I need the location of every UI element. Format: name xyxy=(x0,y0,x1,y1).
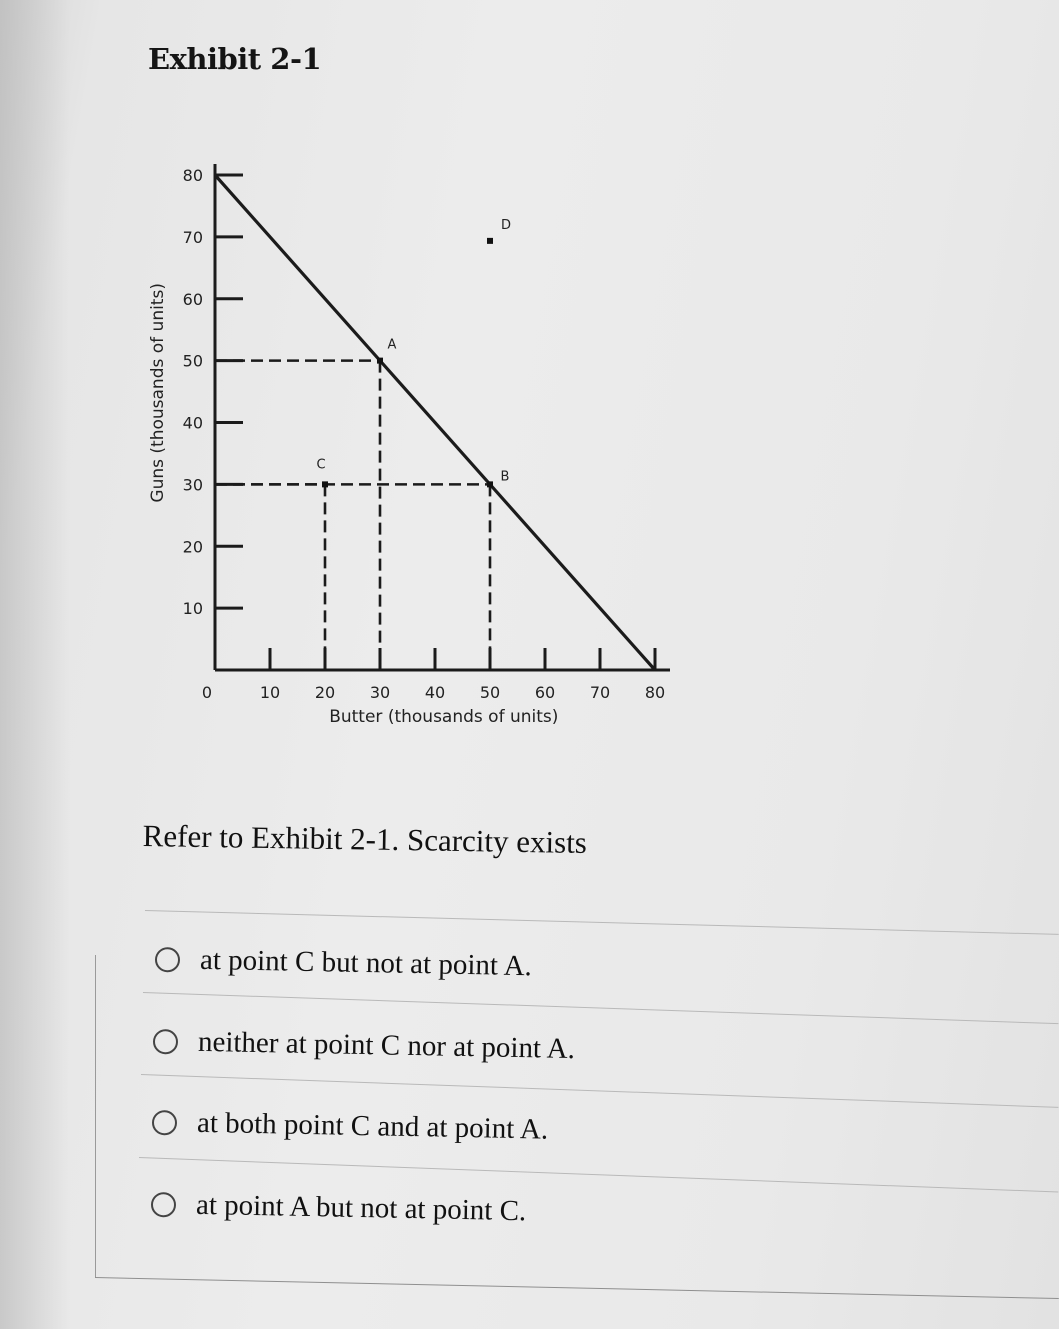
y-tick-label: 20 xyxy=(182,537,203,557)
y-tick-label: 30 xyxy=(182,475,203,495)
point-label-b: B xyxy=(500,469,510,485)
x-tick-label: 40 xyxy=(424,683,446,702)
answer-option-4[interactable] xyxy=(151,1188,527,1228)
screen-edge-shadow xyxy=(0,0,70,1329)
option-label: at point A but not at point C. xyxy=(195,1188,527,1228)
separator xyxy=(141,1074,1058,1108)
point-c xyxy=(322,481,328,487)
separator xyxy=(143,992,1059,1024)
y-tick-label: 40 xyxy=(182,413,203,433)
point-label-d: D xyxy=(500,217,512,233)
radio-button[interactable] xyxy=(155,947,180,972)
y-tick-label: 50 xyxy=(182,351,203,371)
x-axis-label: Butter (thousands of units) xyxy=(329,707,559,727)
content-frame-left xyxy=(95,955,96,1277)
separator xyxy=(145,910,1059,935)
content-frame-bottom xyxy=(95,1277,1059,1299)
y-tick-label: 10 xyxy=(182,599,203,619)
x-tick-label: 50 xyxy=(479,683,501,702)
question-text: Refer to Exhibit 2-1. Scarcity exists xyxy=(142,818,588,860)
option-label: neither at point C nor at point A. xyxy=(197,1025,576,1066)
x-tick-label: 80 xyxy=(644,683,666,702)
separator xyxy=(139,1157,1058,1193)
point-label-a: A xyxy=(387,337,397,353)
exhibit-title: Exhibit 2-1 xyxy=(148,42,322,76)
answer-option-2[interactable] xyxy=(153,1025,576,1066)
point-a xyxy=(377,358,383,364)
radio-button[interactable] xyxy=(153,1029,178,1054)
point-d xyxy=(487,238,493,244)
y-tick-label: 60 xyxy=(182,289,203,309)
ppf-frontier-line xyxy=(215,175,655,670)
answer-option-3[interactable] xyxy=(152,1106,549,1147)
y-tick-label: 80 xyxy=(182,166,203,185)
radio-button[interactable] xyxy=(151,1192,176,1217)
radio-button[interactable] xyxy=(152,1110,177,1135)
point-b xyxy=(487,481,493,487)
point-label-c: C xyxy=(316,457,326,473)
x-tick-label: 0 xyxy=(201,683,213,702)
option-label: at both point C and at point A. xyxy=(196,1106,549,1146)
x-tick-label: 10 xyxy=(259,683,281,702)
y-tick-label: 70 xyxy=(182,227,203,247)
x-tick-label: 70 xyxy=(589,683,611,702)
answer-option-1[interactable] xyxy=(155,943,532,983)
chart-svg xyxy=(135,150,695,750)
y-axis-label: Guns (thousands of units) xyxy=(148,283,168,503)
ppf-chart xyxy=(135,150,695,750)
x-tick-label: 20 xyxy=(314,683,336,702)
x-tick-label: 60 xyxy=(534,683,556,702)
x-tick-label: 30 xyxy=(369,683,391,702)
option-label: at point C but not at point A. xyxy=(199,943,533,983)
